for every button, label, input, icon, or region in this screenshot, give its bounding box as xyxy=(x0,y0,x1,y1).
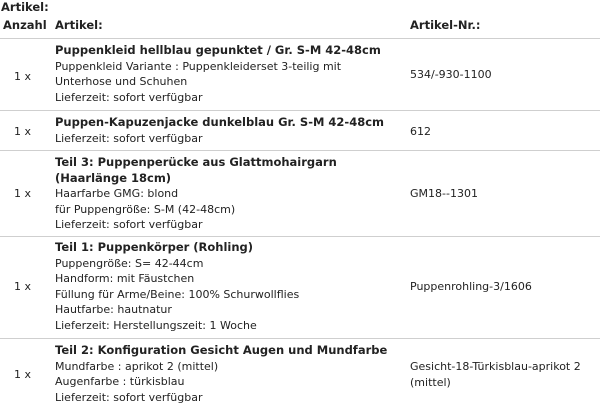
item-detail: Unterhose und Schuhen xyxy=(55,75,188,88)
item-article-number: Puppenrohling-3/1606 xyxy=(410,280,532,293)
item-description xyxy=(55,343,400,405)
row-divider xyxy=(0,150,600,151)
item-name: Teil 2: Konfiguration Gesicht Augen und Mundfarbe xyxy=(55,343,388,357)
item-name: Teil 1: Puppenkörper (Rohling) xyxy=(55,240,254,254)
item-description xyxy=(55,155,400,233)
item-name: Puppen-Kapuzenjacke dunkelblau Gr. S-M 42-48cm xyxy=(55,115,385,129)
column-header-artikel-nr: Artikel-Nr.: xyxy=(410,18,481,32)
item-name: Puppenkleid hellblau gepunktet / Gr. S-M 42-48cm xyxy=(55,43,381,57)
item-detail: Augenfarbe : türkisblau xyxy=(55,375,185,388)
item-name: Teil 3: Puppenperücke aus Glattmohairgarn (Haarlänge 18cm) xyxy=(55,155,337,185)
item-article-number: 534/-930-1100 xyxy=(410,68,492,81)
item-quantity: 1 x xyxy=(14,125,32,138)
item-description xyxy=(55,240,400,333)
item-detail: Lieferzeit: Herstellungszeit: 1 Woche xyxy=(55,318,257,332)
row-divider xyxy=(0,110,600,111)
item-detail: Puppengröße: S= 42-44cm xyxy=(55,256,204,270)
row-divider xyxy=(0,236,600,237)
item-detail: für Puppengröße: S-M (42-48cm) xyxy=(55,202,236,216)
item-detail: Puppenkleid Variante : Puppenkleiderset 3-teilig mit xyxy=(55,59,342,73)
section-title: Artikel: xyxy=(1,0,49,14)
item-detail: Lieferzeit: sofort verfügbar xyxy=(55,90,203,104)
item-description xyxy=(55,43,400,105)
item-quantity: 1 x xyxy=(14,187,32,200)
item-article-number: 612 xyxy=(410,125,431,138)
item-quantity: 1 x xyxy=(14,70,32,83)
item-detail: Haarfarbe GMG: blond xyxy=(55,187,179,200)
item-description xyxy=(55,115,400,146)
item-detail: Lieferzeit: sofort verfügbar xyxy=(55,131,203,145)
row-divider xyxy=(0,338,600,339)
item-detail: Lieferzeit: sofort verfügbar xyxy=(55,390,203,404)
item-detail: Lieferzeit: sofort verfügbar xyxy=(55,218,203,231)
item-article-number: Gesicht-18-Türkisblau-aprikot 2 (mittel) xyxy=(410,360,581,389)
column-header-anzahl: Anzahl xyxy=(3,18,47,32)
item-detail: Mundfarbe : aprikot 2 (mittel) xyxy=(55,359,219,373)
item-quantity: 1 x xyxy=(14,280,32,293)
item-detail: Füllung für Arme/Beine: 100% Schurwollflies xyxy=(55,287,300,301)
item-quantity: 1 x xyxy=(14,368,32,381)
row-divider xyxy=(0,38,600,39)
item-detail: Hautfarbe: hautnatur xyxy=(55,303,172,316)
item-article-number: GM18--1301 xyxy=(410,187,478,200)
column-header-artikel: Artikel: xyxy=(55,18,103,32)
item-detail: Handform: mit Fäustchen xyxy=(55,272,195,285)
